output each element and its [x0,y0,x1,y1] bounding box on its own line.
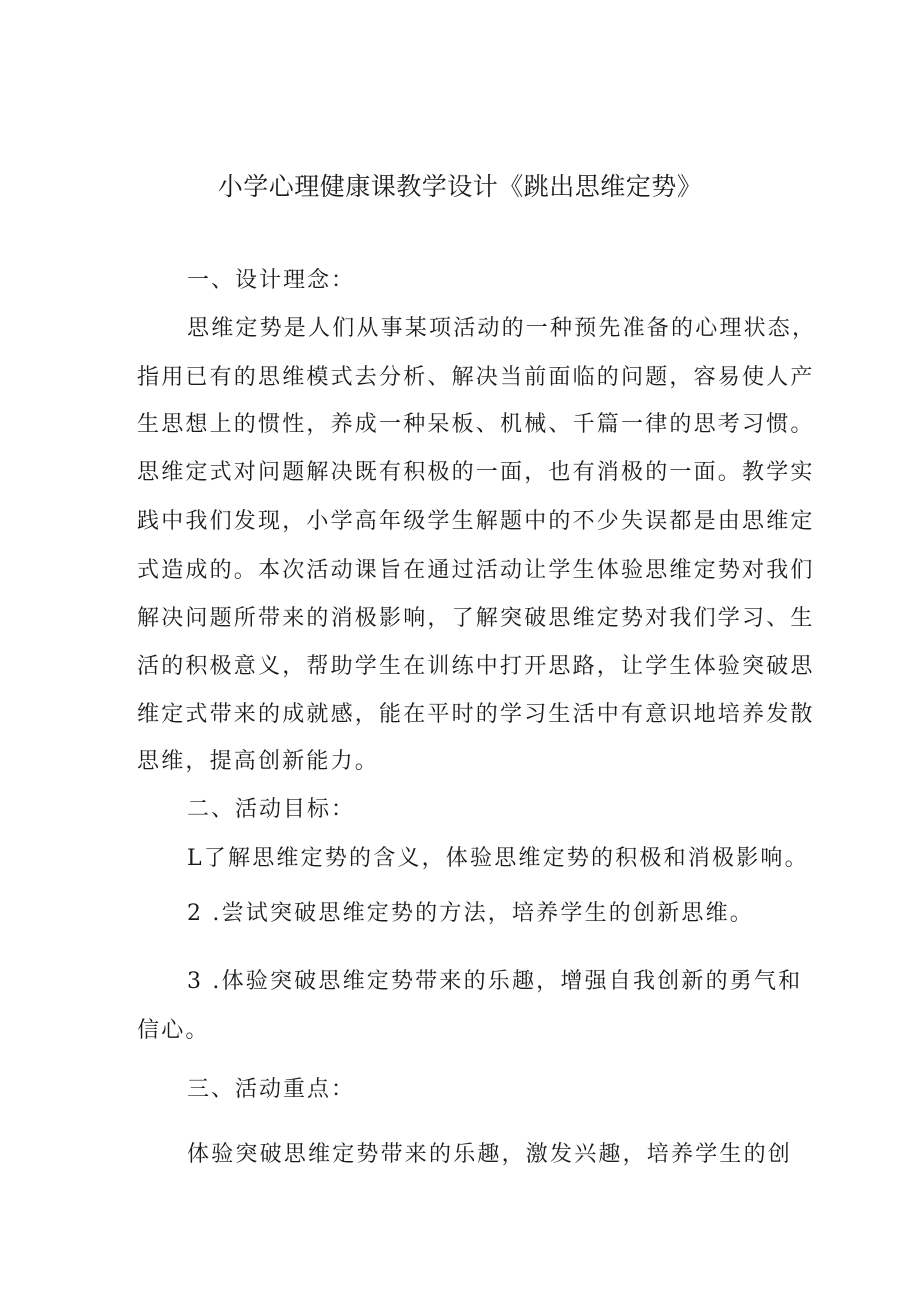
paragraph-line: 思维定式对问题解决既有积极的一面，也有消极的一面。教学实 [137,460,815,485]
goal-item-2: 2 .尝试突破思维定势的方法，培养学生的创新思维。 [187,901,754,926]
goal-item-1: L了解思维定势的含义，体验思维定势的积极和消极影响。 [187,846,809,871]
goal-item-3: 3 .体验突破思维定势带来的乐趣，增强自我创新的勇气和 [187,969,803,994]
section-heading-activity-focus: 三、活动重点： [187,1077,356,1102]
paragraph-line: 维定式带来的成就感，能在平时的学习生活中有意识地培养发散 [137,702,815,727]
paragraph-line: 活的积极意义，帮助学生在训练中打开思路，让学生体验突破思 [137,654,815,679]
paragraph-line: 解决问题所带来的消极影响，了解突破思维定势对我们学习、生 [137,606,815,631]
paragraph-line: 指用已有的思维模式去分析、解决当前面临的问题，容易使人产 [137,365,815,390]
paragraph-line: 思维，提高创新能力。 [137,749,380,774]
section-heading-activity-goals: 二、活动目标： [187,797,356,822]
paragraph-line: 生思想上的惯性，养成一种呆板、机械、千篇一律的思考习惯。 [137,412,815,437]
document-title: 小学心理健康课教学设计《跳出思维定势》 [217,172,703,201]
paragraph-line: 思维定势是人们从事某项活动的一种预先准备的心理状态， [187,316,817,341]
paragraph-line: 式造成的。本次活动课旨在通过活动让学生体验思维定势对我们 [137,558,815,583]
paragraph-line: 践中我们发现，小学高年级学生解题中的不少失误都是由思维定 [137,509,815,534]
paragraph-line: 体验突破思维定势带来的乐趣，激发兴趣，培养学生的创 [187,1142,793,1167]
goal-item-3-continued: 信心。 [137,1018,210,1043]
section-heading-design-concept: 一、设计理念： [187,268,356,293]
